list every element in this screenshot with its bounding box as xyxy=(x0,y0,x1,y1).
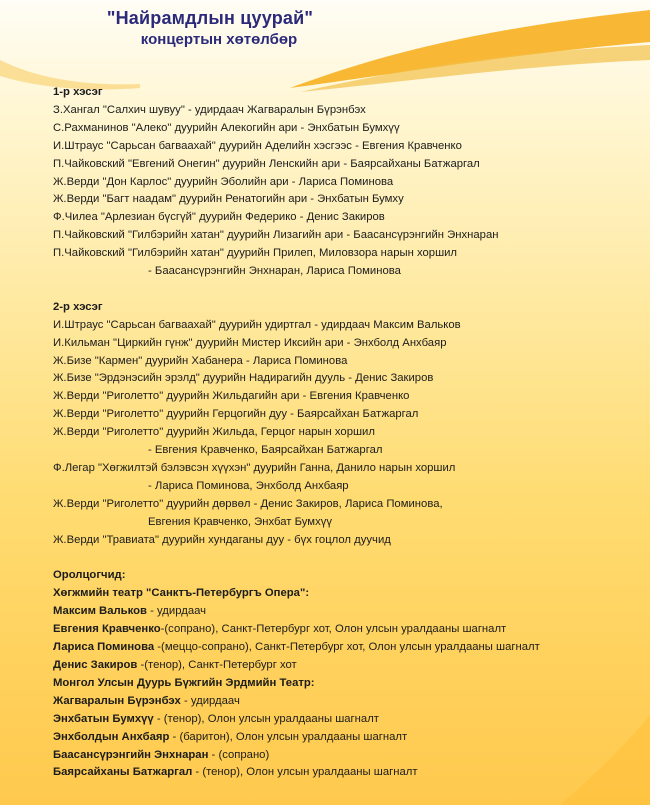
part2-heading: 2-р хэсэг xyxy=(53,300,103,313)
performer-name: Евгения Кравченко xyxy=(53,623,161,636)
performers-heading: Оролцогчид: xyxy=(53,569,126,582)
performer-desc: -(меццо-сопрано), Санкт-Петербург хот, Олон улсын уралдааны шагналт xyxy=(154,641,540,654)
performer-name: Жагваралын Бүрэнбэх xyxy=(53,694,181,707)
program-item: П.Чайковский "Евгений Онегин" дуурийн Ленскийн ари - Баярсайханы Батжаргал xyxy=(53,157,480,170)
program-item: Ж.Верди "Риголетто" дуурийн Жильда, Герцог нарын хоршил xyxy=(53,426,375,439)
performer-desc: - (тенор), Олон улсын уралдааны шагналт xyxy=(153,712,379,725)
performer-name: Денис Закиров xyxy=(53,658,138,671)
program-item-continuation: - Баасансүрэнгийн Энхнаран, Лариса Поминова xyxy=(148,265,401,278)
performer-row xyxy=(53,657,643,675)
theatre-heading: Хөгжмийн театр "Санктъ-Петербургъ Опера": xyxy=(53,587,310,600)
program-item: Ж.Верди "Риголетто" дуурийн Жильдагийн ари - Евгения Кравченко xyxy=(53,390,410,403)
program-item: И.Кильман "Циркийн гүнж" дуурийн Мистер Иксийн ари - Энхболд Анхбаяр xyxy=(53,336,447,349)
performer-row xyxy=(53,603,643,621)
program-item: Ж.Верди "Риголетто" дуурийн дөрвөл - Денис Закиров, Лариса Поминова, xyxy=(53,497,443,510)
theatre-heading: Монгол Улсын Дуурь Бүжгийн Эрдмийн Театр: xyxy=(53,676,315,689)
program-item: Ж.Верди "Риголетто" дуурийн Герцогийн дуу - Баярсайхан Батжаргал xyxy=(53,408,419,421)
performer-row xyxy=(53,621,643,639)
performer-row xyxy=(53,639,643,657)
concert-title-block xyxy=(0,8,420,48)
program-item-continuation: - Лариса Поминова, Энхболд Анхбаяр xyxy=(148,479,349,492)
performer-row xyxy=(53,711,643,729)
program-item-continuation: Евгения Кравченко, Энхбат Бумхүү xyxy=(148,515,333,528)
program-item: Ф.Чилеа "Арлезиан бүсгүй" дуурийн Федерико - Денис Закиров xyxy=(53,211,385,224)
performer-desc: - удирдаач xyxy=(146,605,207,618)
performer-desc: - (баритон), Олон улсын уралдааны шагналт xyxy=(169,730,408,743)
performer-desc: -(сопрано), Санкт-Петербург хот, Олон улсын уралдааны шагналт xyxy=(160,623,507,636)
program-item-continuation: - Евгения Кравченко, Баярсайхан Батжаргал xyxy=(148,444,383,457)
program-item: Ж.Бизе "Эрдэнэсийн эрэлд" дуурийн Надирагийн дууль - Денис Закиров xyxy=(53,372,434,385)
performer-desc: - удирдаач xyxy=(180,694,240,707)
program-item: П.Чайковский "Гилбэрийн хатан" дуурийн Лизагийн ари - Баасансүрэнгийн Энхнаран xyxy=(53,229,499,242)
program-item: И.Штраус "Сарьсан багваахай" дуурийн Аделийн хэсгээс - Евгения Кравченко xyxy=(53,139,462,152)
performer-desc: - (тенор), Олон улсын уралдааны шагналт xyxy=(192,766,418,779)
program-item: Ф.Легар "Хөгжилтэй бэлэвсэн хүүхэн" дуурийн Ганна, Данило нарын хоршил xyxy=(53,462,456,475)
part1-heading: 1-р хэсэг xyxy=(53,86,103,98)
performer-name: Лариса Поминова xyxy=(53,641,155,654)
performer-row xyxy=(53,693,643,711)
performer-name: Баасансүрэнгийн Энхнаран xyxy=(53,748,209,761)
performer-name: Энхболдын Анхбаяр xyxy=(53,730,170,743)
program-item: Ж.Верди "Травиата" дуурийн хундаганы дуу - бүх гоцлол дуучид xyxy=(53,533,391,546)
performer-name: Энхбатын Бумхүү xyxy=(53,712,154,725)
performer-row xyxy=(53,747,643,765)
program-item: Ж.Бизе "Кармен" дуурийн Хабанера - Лариса Поминова xyxy=(53,354,348,367)
program-content xyxy=(53,84,643,782)
program-item: С.Рахманинов "Алеко" дуурийн Алекогийн ари - Энхбатын Бумхүү xyxy=(53,121,400,134)
concert-subtitle: концертын хөтөлбөр xyxy=(140,31,298,48)
concert-title: "Найрамдлын цуурай" xyxy=(106,8,314,28)
program-item: И.Штраус "Сарьсан багваахай" дуурийн удиртгал - удирдаач Максим Вальков xyxy=(53,318,461,331)
performer-desc: - (сопрано) xyxy=(208,748,270,761)
performer-row xyxy=(53,729,643,747)
performer-name: Баярсайханы Батжаргал xyxy=(53,766,193,779)
performer-row xyxy=(53,764,643,782)
program-item: П.Чайковский "Гилбэрийн хатан" дуурийн Прилеп, Миловзора нарын хоршил xyxy=(53,247,458,260)
performer-name: Максим Вальков xyxy=(53,605,147,618)
program-item: З.Хангал "Салхич шувуу" - удирдаач Жагваралын Бүрэнбэх xyxy=(53,103,366,116)
program-item: Ж.Верди "Багт наадам" дуурийн Ренатогийн ари - Энхбатын Бумху xyxy=(53,193,404,206)
performer-desc: -(тенор), Санкт-Петербург хот xyxy=(137,658,297,671)
program-item: Ж.Верди "Дон Карлос" дуурийн Эболийн ари - Лариса Поминова xyxy=(53,175,394,188)
